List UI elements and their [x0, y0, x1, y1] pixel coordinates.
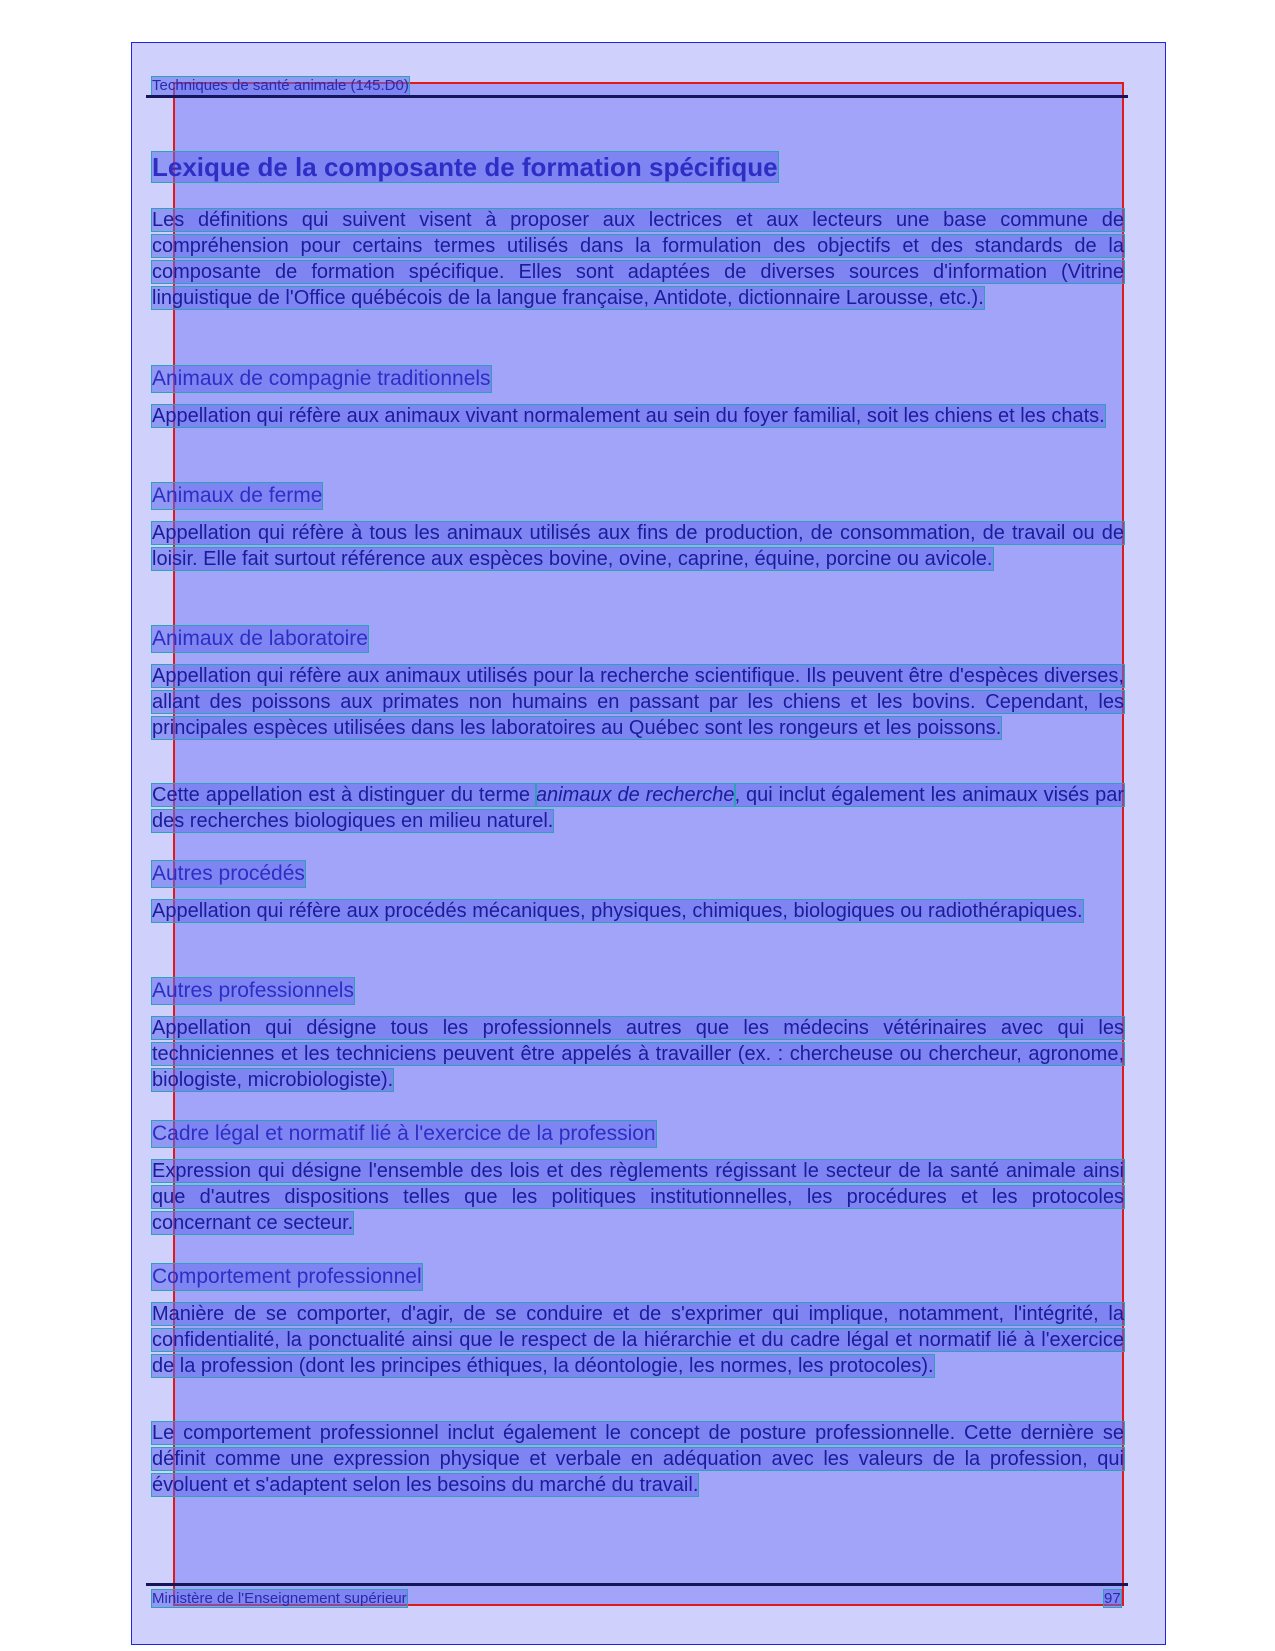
- footer-publisher-text: Ministère de l'Enseignement supérieur: [152, 1590, 407, 1607]
- running-header-text: Techniques de santé animale (145.D0): [152, 77, 409, 94]
- page-number: [1104, 1590, 1121, 1608]
- entry-term-0: [152, 366, 1124, 392]
- intro-paragraph: [152, 207, 1124, 311]
- entry-def-2: [152, 663, 1124, 741]
- page-title: [152, 152, 778, 182]
- term-label: Animaux de laboratoire: [152, 627, 368, 650]
- term-label: Animaux de compagnie traditionnels: [152, 367, 491, 390]
- entry-term-6: [152, 1264, 1124, 1290]
- entry-def-5: [152, 1158, 1124, 1236]
- entry-term-5: [152, 1121, 1124, 1147]
- entry-term-2: [152, 626, 1124, 652]
- entry-term-3: [152, 861, 1124, 887]
- entry-term-4: [152, 978, 1124, 1004]
- page-number-text: 97: [1104, 1590, 1121, 1607]
- definition-text: Expression qui désigne l'ensemble des lois et des règlements régissant le secteur de la santé animale ainsi que d'autres dispositions telles que les politiques institutionnelles, les procédures et les protocoles concernant ce secteur.: [152, 1160, 1124, 1234]
- definition-text: Le comportement professionnel inclut également le concept de posture professionnelle. Cette dernière se définit comme une expression physique et verbale en adéquation avec les valeurs de la profession, qui évoluent et s'adaptent selon les besoins du marché du travail.: [152, 1422, 1124, 1496]
- page-title-text: Lexique de la composante de formation spécifique: [152, 152, 778, 182]
- header-rule: [146, 95, 1128, 98]
- entry-def-6b: [152, 1420, 1124, 1498]
- definition-text: Appellation qui désigne tous les professionnels autres que les médecins vétérinaires avec qui les techniciennes et les techniciens peuvent être appelés à travailler (ex. : chercheuse ou chercheur, agronome, biologiste, microbiologiste).: [152, 1017, 1124, 1091]
- entry-def-0: [152, 403, 1124, 429]
- term-label: Cadre légal et normatif lié à l'exercice de la profession: [152, 1122, 656, 1145]
- term-label: Autres procédés: [152, 862, 305, 885]
- term-label: Animaux de ferme: [152, 484, 323, 507]
- definition-text: Appellation qui réfère aux procédés mécaniques, physiques, chimiques, biologiques ou radiothérapiques.: [152, 900, 1083, 922]
- definition-italic-term: animaux de recherche: [535, 784, 735, 806]
- term-label: Comportement professionnel: [152, 1265, 422, 1288]
- entry-def-2b: [152, 782, 1124, 834]
- definition-text: Appellation qui réfère aux animaux vivant normalement au sein du foyer familial, soit les chiens et les chats.: [152, 405, 1105, 427]
- footer-publisher: [152, 1590, 407, 1608]
- term-label: Autres professionnels: [152, 979, 354, 1002]
- definition-text: Manière de se comporter, d'agir, de se conduire et de s'exprimer qui implique, notamment, l'intégrité, la confidentialité, la ponctualité ainsi que le respect de la hiérarchie et du cadre légal et normatif lié à l'exercice de la profession (dont les principes éthiques, la déontologie, les normes, les protocoles).: [152, 1303, 1124, 1377]
- entry-term-1: [152, 483, 1124, 509]
- entry-def-3: [152, 898, 1124, 924]
- definition-text: Appellation qui réfère à tous les animaux utilisés aux fins de production, de consommation, de travail ou de loisir. Elle fait surtout référence aux espèces bovine, ovine, caprine, équine, porcine ou avicole.: [152, 522, 1124, 570]
- intro-text: Les définitions qui suivent visent à proposer aux lectrices et aux lecteurs une base commune de compréhension pour certains termes utilisés dans la formulation des objectifs et des standards de la composante de formation spécifique. Elles sont adaptées de diverses sources d'information (Vitrine linguistique de l'Office québécois de la langue française, Antidote, dictionnaire Larousse, etc.).: [152, 209, 1124, 309]
- definition-text: Appellation qui réfère aux animaux utilisés pour la recherche scientifique. Ils peuvent être d'espèces diverses, allant des poissons aux primates non humains en passant par les chiens et les bovins. Cependant, les principales espèces utilisées dans les laboratoires au Québec sont les rongeurs et les poissons.: [152, 665, 1124, 739]
- entry-def-4: [152, 1015, 1124, 1093]
- definition-text-part: Cette appellation est à distinguer du terme: [152, 784, 536, 806]
- entry-def-1: [152, 520, 1124, 572]
- footer-rule: [146, 1583, 1128, 1586]
- definition-text-part: , qui inclut également les animaux visés par des recherches biologiques en milieu naturel.: [152, 784, 1125, 832]
- running-header: [152, 77, 409, 95]
- entry-def-6: [152, 1301, 1124, 1379]
